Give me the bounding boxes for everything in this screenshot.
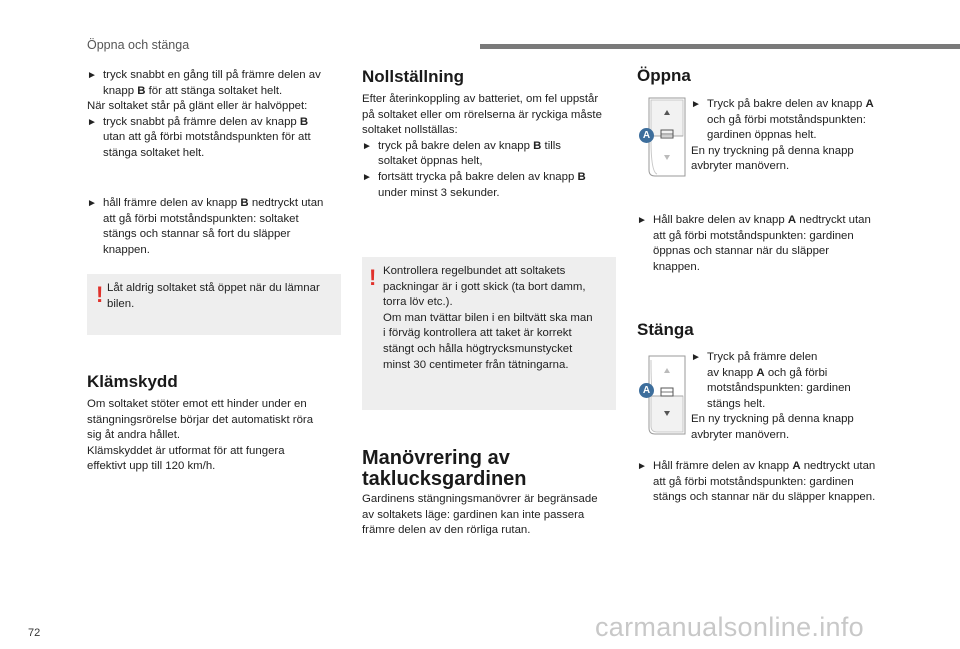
warning-line: Låt aldrig soltaket stå öppet när du lämnar: [107, 282, 320, 294]
close-fully-bullet: [87, 68, 342, 99]
paragraph-line: stängningsrörelse börjar det automatiskt röra: [87, 413, 314, 426]
arrow-bullet-icon: ►: [87, 70, 97, 81]
column-1-hold: [87, 196, 342, 258]
bullet-text: knapp: [103, 84, 135, 97]
bullet-text: knappen.: [653, 260, 700, 273]
bullet-text: Håll bakre delen av knapp: [653, 214, 785, 226]
bullet-text: Tryck på främre delen: [707, 351, 818, 363]
paragraph-line: främre delen av den rörliga rutan.: [362, 524, 531, 537]
bullet-text: tryck på bakre delen av knapp: [378, 139, 530, 152]
close-full-text: [691, 350, 896, 444]
key-label: A: [787, 214, 797, 226]
bullet-text: Håll främre delen av knapp: [653, 460, 790, 472]
bullet-text: och gå förbi motståndspunkten:: [707, 113, 866, 126]
key-label: A: [756, 366, 765, 379]
half-open-text: När soltaket står på glänt eller är halvöppet:: [87, 100, 308, 113]
close-from-half-open-bullet: [87, 115, 342, 162]
heading-line: taklucksgardinen: [362, 468, 527, 490]
warning-line: i förväg kontrollera att taket är korrekt: [383, 327, 572, 340]
warning-text: [107, 281, 339, 312]
klamskydd-text: [87, 397, 342, 475]
bullet-text: att gå förbi motståndspunkten: gardinen: [653, 475, 854, 488]
watermark-text: carmanualsonline.info: [595, 612, 864, 642]
arrow-bullet-icon: ►: [691, 352, 701, 363]
bullet-text: soltaket öppnas helt,: [378, 155, 483, 168]
bullet-text: stänga soltaket helt.: [103, 146, 205, 159]
open-hold-text: [637, 213, 897, 275]
arrow-bullet-icon: ►: [637, 461, 647, 472]
bullet-text: av knapp: [707, 366, 754, 379]
paragraph-line: effektivt upp till 120 km/h.: [87, 460, 216, 473]
warning-line: minst 30 centimeter från tätningarna.: [383, 358, 569, 371]
arrow-bullet-icon: ►: [362, 140, 372, 152]
paragraph-line: Efter återinkoppling av batteriet, om fel uppstår: [362, 93, 599, 105]
arrow-bullet-icon: ►: [691, 99, 701, 110]
key-label: B: [240, 197, 249, 209]
open-hold-bullet: [637, 213, 897, 275]
page-header-title: Öppna och stänga: [87, 38, 190, 52]
bullet-text: tryck snabbt en gång till på främre delen av: [103, 69, 321, 81]
bullet-text: nedtryckt utan: [803, 460, 876, 472]
paragraph-line: En ny tryckning på denna knapp: [691, 144, 854, 157]
paragraph-line: Gardinens stängningsmanövrer är begränsade: [362, 493, 598, 505]
key-label: B: [577, 170, 586, 183]
reset-step-1: [362, 139, 618, 170]
bullet-text: motståndspunkten: gardinen: [707, 382, 851, 395]
open-heading: Öppna: [637, 66, 691, 85]
key-label: A: [792, 460, 801, 472]
bullet-text: för att stänga soltaket helt.: [148, 84, 283, 97]
arrow-bullet-icon: ►: [87, 198, 97, 209]
blind-heading: [362, 448, 527, 490]
close-heading: Stänga: [637, 320, 694, 339]
bullet-text: Tryck på bakre delen av knapp: [707, 98, 863, 110]
bullet-text: och gå förbi: [767, 366, 828, 379]
close-hold-bullet: [637, 459, 907, 506]
bullet-text: fortsätt trycka på bakre delen av knapp: [378, 170, 575, 183]
bullet-text: stängs och stannar så fort du släpper: [103, 228, 291, 241]
bullet-text: tills: [544, 139, 561, 152]
paragraph-line: av soltakets läge: gardinen kan inte passera: [362, 508, 585, 521]
warning-line: Om man tvättar bilen i en biltvätt ska man: [383, 311, 593, 324]
paragraph-line: sig åt andra hållet.: [87, 429, 181, 442]
column-1: [87, 68, 342, 162]
reset-heading: Nollställning: [362, 67, 464, 86]
paragraph-line: En ny tryckning på denna knapp: [691, 413, 854, 426]
bullet-text: utan att gå förbi motståndspunkten för att: [103, 131, 311, 144]
warning-line: packningar är i gott skick (ta bort damm,: [383, 280, 586, 293]
key-label: B: [299, 115, 309, 128]
header-divider-bar: [480, 44, 960, 49]
heading-line: Manövrering av: [362, 447, 510, 469]
bullet-text: tryck snabbt på främre delen av knapp: [103, 115, 297, 128]
bullet-text: håll främre delen av knapp: [103, 197, 238, 209]
callout-letter: A: [642, 130, 651, 141]
page-number: 72: [28, 627, 41, 639]
key-label: B: [533, 139, 542, 152]
paragraph-line: på soltaket eller om rörelserna är ryckiga måste: [362, 108, 602, 121]
reset-step-2: [362, 170, 618, 201]
paragraph-line: avbryter manövern.: [691, 428, 790, 441]
key-label: B: [137, 84, 146, 97]
callout-label-a: [639, 383, 654, 398]
open-full-text: [691, 97, 896, 175]
warning-line: stängt och hålla högtrycksmunstycket: [383, 342, 573, 355]
arrow-bullet-icon: ►: [87, 116, 97, 128]
bullet-text: öppnas och stannar när du släpper: [653, 245, 830, 258]
warning-text: [383, 264, 613, 373]
arrow-bullet-icon: ►: [637, 215, 647, 226]
warning-exclamation-icon: !: [96, 282, 104, 307]
bullet-text: gardinen öppnas helt.: [707, 129, 817, 142]
bullet-text: knappen.: [103, 243, 150, 256]
bullet-text: stängs helt.: [707, 397, 766, 410]
key-label: A: [865, 98, 874, 110]
bullet-text: stängs och stannar när du släpper knappen.: [653, 491, 876, 504]
bullet-text: under minst 3 sekunder.: [378, 186, 500, 199]
reset-text: [362, 92, 618, 201]
bullet-text: nedtryckt utan: [251, 197, 324, 209]
blind-text: [362, 492, 618, 539]
paragraph-line: avbryter manövern.: [691, 160, 790, 173]
close-full-bullet: [691, 350, 896, 412]
paragraph-line: Klämskyddet är utformat för att fungera: [87, 444, 285, 457]
arrow-bullet-icon: ►: [362, 171, 372, 183]
paragraph-line: Om soltaket stöter emot ett hinder under en: [87, 398, 307, 410]
bullet-text: att gå förbi motståndspunkten: gardinen: [653, 229, 854, 242]
warning-exclamation-icon: !: [369, 265, 377, 290]
paragraph-line: soltaket nollställas:: [362, 124, 458, 137]
warning-line: torra löv etc.).: [383, 296, 453, 309]
bullet-text: att gå förbi motståndspunkten: soltaket: [103, 212, 299, 225]
bullet-text: nedtryckt utan: [799, 214, 871, 226]
open-full-bullet: [691, 97, 896, 144]
warning-line: Kontrollera regelbundet att soltakets: [383, 265, 566, 277]
callout-letter: A: [642, 385, 651, 396]
klamskydd-heading: Klämskydd: [87, 372, 178, 391]
close-hold-text: [637, 459, 907, 506]
hold-button-bullet: [87, 196, 342, 258]
warning-line: bilen.: [107, 297, 135, 310]
callout-label-a: [639, 128, 654, 143]
